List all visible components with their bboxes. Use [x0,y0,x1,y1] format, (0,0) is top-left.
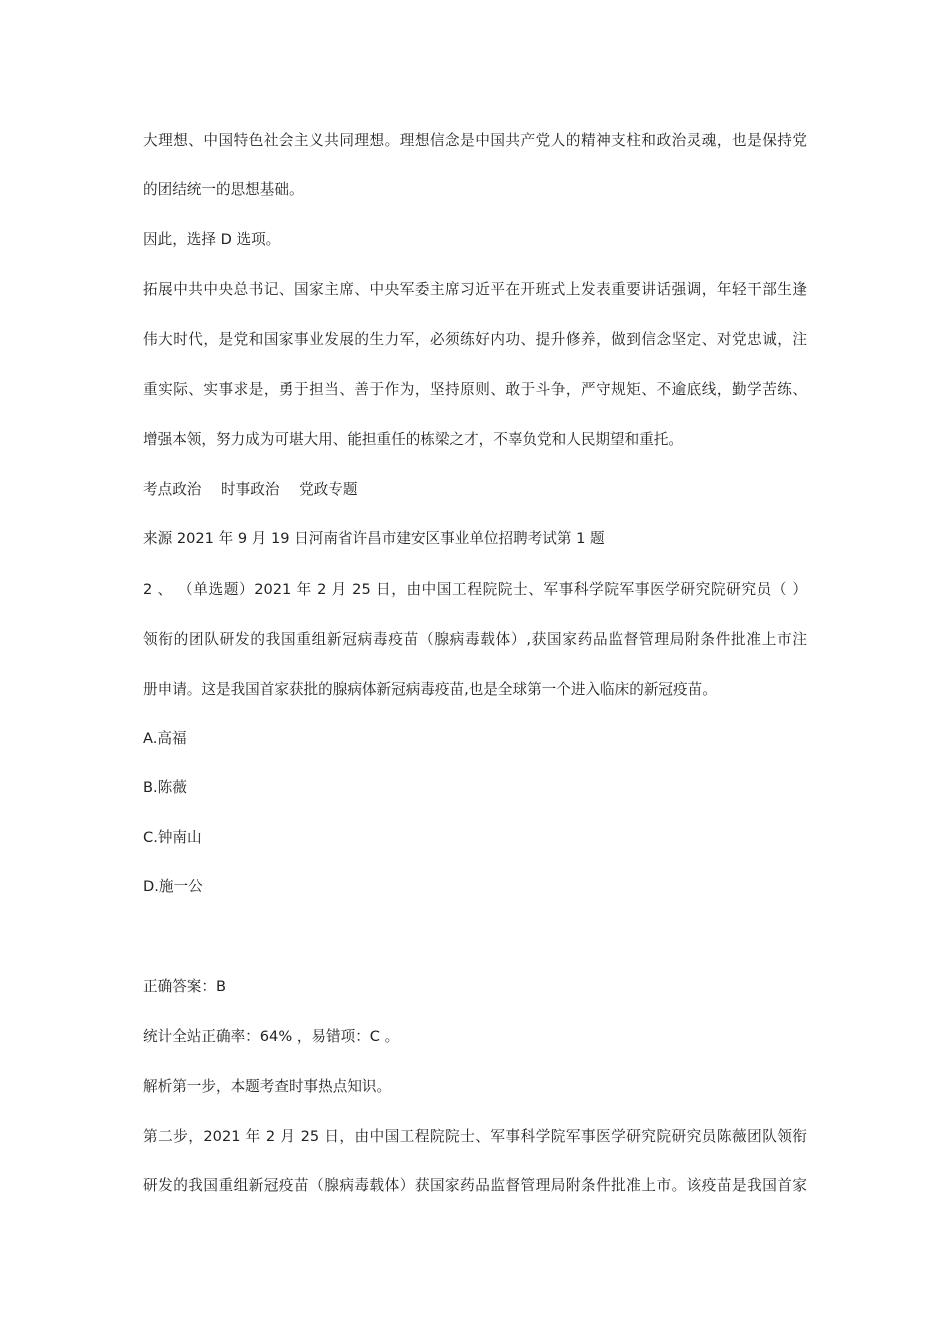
option-a[interactable]: A.高福 [143,730,187,747]
analysis-step2-line: 第二步，2021 年 2 月 25 日，由中国工程院院士、军事科学院军事医学研究院研究员陈薇团队领衔 [143,1128,807,1145]
topic-tag: 党政专题 [299,481,358,498]
extension-line: 重实际、实事求是，勇于担当、善于作为，坚持原则、敢于斗争，严守规矩、不逾底线，勤学苦练、 [143,381,807,398]
option-b[interactable]: B.陈薇 [143,779,187,796]
analysis-step2-line: 研发的我国重组新冠疫苗（腺病毒载体）获国家药品监督管理局附条件批准上市。该疫苗是我国首家 [143,1177,807,1194]
explanation-line: 的团结统一的思想基础。 [143,181,304,198]
question-line: 领衔的团队研发的我国重组新冠病毒疫苗（腺病毒载体）,获国家药品监督管理局附条件批准上市注 [143,631,807,648]
topic-tags [143,480,372,500]
accuracy-stats: 统计全站正确率：64% ，易错项：C 。 [143,1028,400,1045]
source-text: 来源 2021 年 9 月 19 日河南省许昌市建安区事业单位招聘考试第 1 题 [143,530,605,547]
extension-line: 伟大时代，是党和国家事业发展的生力军，必须练好内功、提升修养，做到信念坚定、对党忠诚，注 [143,331,807,348]
correct-answer: 正确答案：B [143,978,226,995]
option-c[interactable]: C.钟南山 [143,829,202,846]
conclusion-text: 因此，选择 D 选项。 [143,231,281,248]
explanation-line: 大理想、中国特色社会主义共同理想。理想信念是中国共产党人的精神支柱和政治灵魂，也是保持党 [143,132,807,149]
question-line: 2 、 （单选题）2021 年 2 月 25 日，由中国工程院院士、军事科学院军事医学研究院研究员（ ） [143,581,807,598]
topic-tag: 时事政治 [221,481,280,498]
topic-tag: 考点政治 [143,481,202,498]
analysis-step1: 解析第一步，本题考查时事热点知识。 [143,1078,392,1095]
option-d[interactable]: D.施一公 [143,878,203,895]
extension-line: 增强本领，努力成为可堪大用、能担重任的栋梁之才，不辜负党和人民期望和重托。 [143,431,683,448]
question-line: 册申请。这是我国首家获批的腺病体新冠病毒疫苗,也是全球第一个进入临床的新冠疫苗。 [143,681,717,698]
extension-line: 拓展中共中央总书记、国家主席、中央军委主席习近平在开班式上发表重要讲话强调，年轻干部生逢 [143,281,807,298]
